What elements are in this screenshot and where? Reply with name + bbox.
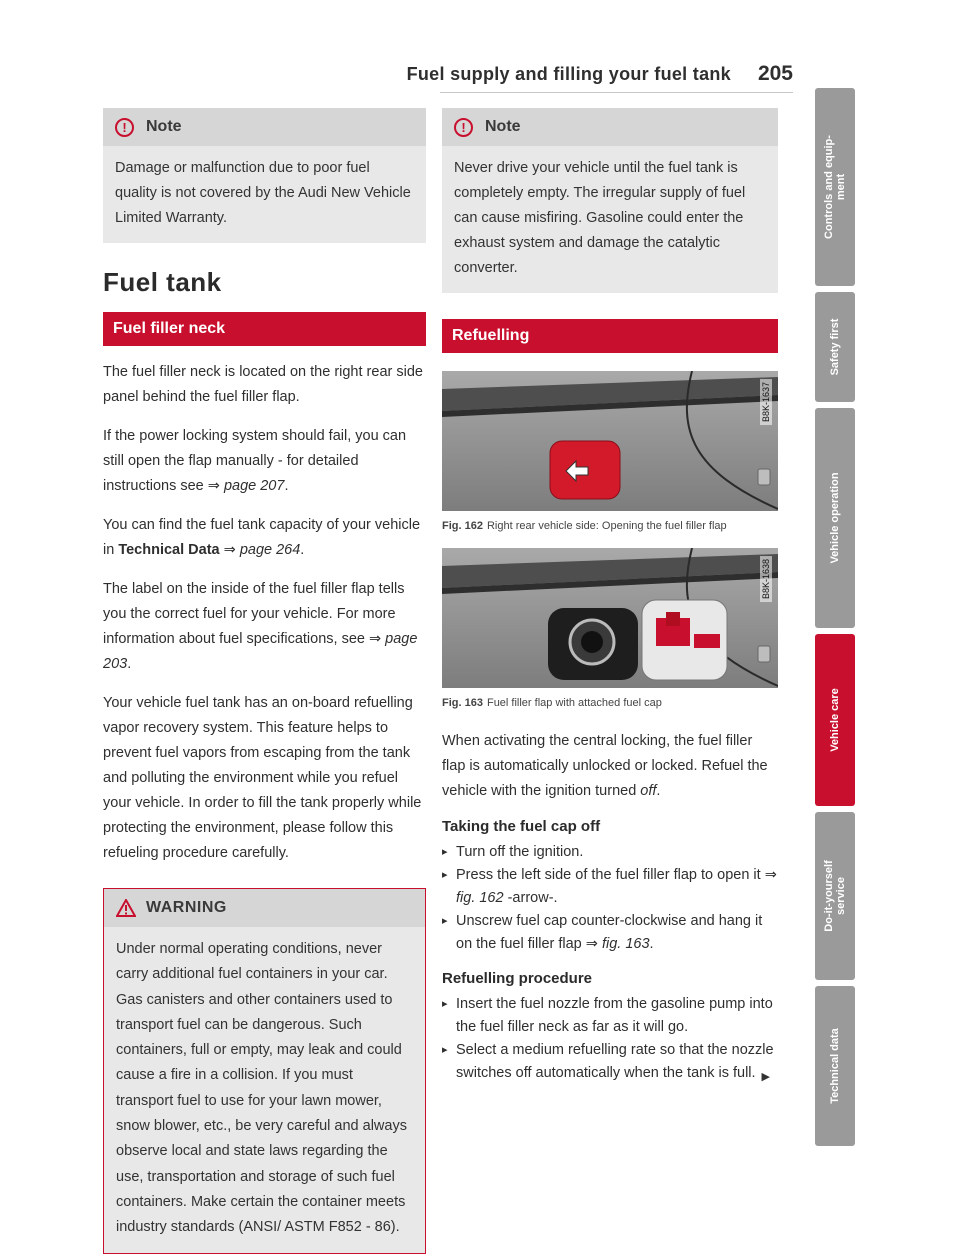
tab-label: Controls and equip- ment	[823, 135, 847, 239]
paragraph-text: When activating the central locking, the fuel filler flap is automatically unlocked or locked. Refuel the vehicle with the ignition turned	[442, 733, 768, 799]
note-header	[103, 108, 426, 146]
paragraph-power-locking	[103, 424, 426, 499]
subsection-bar-refuelling: Refuelling	[442, 319, 778, 353]
warning-header	[104, 889, 425, 927]
step-text-end: -arrow-.	[503, 890, 558, 906]
fuel-flap-open-illustration	[442, 548, 778, 688]
figure-number: Fig. 163	[442, 697, 483, 709]
list-item: ▸ Select a medium refuelling rate so that the nozzle switches off automatically when the tank is full.	[442, 1039, 778, 1085]
step-text-end: .	[649, 936, 654, 952]
note-label: Note	[485, 118, 521, 135]
list-item: ▸ Turn off the ignition.	[442, 841, 778, 864]
tab-vehicle-operation[interactable]	[815, 408, 855, 628]
punctuation: .	[127, 656, 132, 672]
tab-label: Vehicle care	[829, 688, 841, 752]
note-text: Never drive your vehicle until the fuel tank is completely empty. The irregular supply of fuel can cause misfiring. Gasoline could enter the exhaust system and damage the catalytic converter.	[454, 160, 746, 276]
paragraph-fuel-label	[103, 577, 426, 677]
technical-data-term: Technical Data	[118, 542, 220, 558]
warning-box	[103, 888, 426, 1254]
figure-162-image	[442, 371, 778, 511]
figure-163-caption	[442, 696, 778, 711]
tab-label: Technical data	[829, 1028, 841, 1104]
page-header	[406, 58, 793, 93]
tab-technical-data[interactable]	[815, 986, 855, 1146]
cap-off-steps	[442, 841, 778, 956]
paragraph-text: The label on the inside of the fuel filler flap tells you the correct fuel for your vehicle. For more information about fuel specifications, see	[103, 581, 405, 647]
left-column	[103, 108, 426, 1254]
page-ref-link[interactable]: ⇒ page 264	[219, 542, 301, 558]
paragraph-tank-capacity	[103, 513, 426, 563]
right-column	[442, 108, 778, 1085]
page-ref-link[interactable]: ⇒ page 203	[103, 631, 418, 672]
warning-text: Under normal operating conditions, never carry additional fuel containers in your car. Gas canisters and other containers used to transport fuel can be dangerous. Such containers, full or empty, may leak and could cause a fire in a collision. If you must transport fuel to use for your lawn mower, snow blower, etc., be very careful and always observe local and state laws regarding the use, transportation and storage of such fuel containers. Make certain the container meets industry standards (ANSI/ ASTM F852 - 86).	[116, 941, 407, 1236]
figure-163-image	[442, 548, 778, 688]
page-number: 205	[757, 62, 793, 85]
tab-label: Do-it-yourself service	[823, 860, 847, 932]
step-text: Unscrew fuel cap counter-clockwise and hang it on the fuel filler flap	[456, 913, 763, 952]
figure-ref-link[interactable]: ⇒ fig. 162	[456, 867, 777, 906]
subheading-refuelling-procedure: Refuelling procedure	[442, 970, 593, 987]
figure-ref-link[interactable]: ⇒ fig. 163	[585, 936, 650, 952]
figure-number: Fig. 162	[442, 520, 483, 532]
header-title: Fuel supply and filling your fuel tank	[406, 64, 731, 84]
caption-text: Right rear vehicle side: Opening the fuel filler flap	[486, 520, 727, 532]
paragraph-text: If the power locking system should fail, you can still open the flap manually - for detailed instructions see	[103, 428, 407, 494]
subsection-bar-fuel-filler-neck: Fuel filler neck	[103, 312, 426, 346]
figure-code: B8K-1638	[760, 556, 772, 602]
continue-arrow-icon: ▶	[761, 1071, 770, 1083]
tab-label: Vehicle operation	[829, 472, 841, 564]
list-item: ▸ Insert the fuel nozzle from the gasoline pump into the fuel filler neck as far as it will go.	[442, 993, 778, 1039]
step-text: Press the left side of the fuel filler flap to open it	[456, 867, 765, 883]
punctuation: .	[656, 783, 661, 799]
list-item	[442, 910, 778, 956]
emphasis-off: off	[640, 783, 657, 799]
paragraph-text: You can find the fuel tank capacity of your vehicle in	[103, 517, 421, 558]
tab-vehicle-care[interactable]	[815, 634, 855, 806]
note-header	[442, 108, 778, 146]
fuel-flap-closed-illustration	[442, 371, 778, 511]
note-label: Note	[146, 118, 182, 135]
warning-label: WARNING	[146, 899, 227, 916]
tab-controls-and-equipment[interactable]	[815, 88, 855, 286]
paragraph-vapor-recovery: Your vehicle fuel tank has an on-board refuelling vapor recovery system. This feature helps to prevent fuel vapors from escaping from the tank and polluting the environment while you refuel your vehicle. In order to fill the tank properly while protecting the environment, please follow this refueling procedure carefully.	[103, 695, 422, 861]
figure-code: B8K-1637	[760, 379, 772, 425]
subheading-taking-cap-off: Taking the fuel cap off	[442, 818, 601, 835]
tab-label: Safety first	[829, 318, 841, 376]
paragraph-filler-location: The fuel filler neck is located on the right rear side panel behind the fuel filler flap.	[103, 364, 423, 405]
refuelling-steps	[442, 993, 778, 1085]
tab-do-it-yourself-service[interactable]	[815, 812, 855, 980]
punctuation: .	[284, 478, 289, 494]
page-ref-link[interactable]: ⇒ page 207	[207, 478, 285, 494]
note-box-empty-tank	[442, 108, 778, 293]
info-icon: !	[115, 118, 134, 137]
note-text: Damage or malfunction due to poor fuel quality is not covered by the Audi New Vehicle Limited Warranty.	[115, 160, 411, 226]
tab-safety-first[interactable]	[815, 292, 855, 402]
paragraph-central-locking	[442, 729, 778, 804]
caption-text: Fuel filler flap with attached fuel cap	[486, 697, 662, 709]
section-heading-fuel-tank: Fuel tank	[103, 267, 222, 297]
punctuation: .	[300, 542, 305, 558]
figure-162-caption	[442, 519, 778, 534]
note-box-fuel-quality	[103, 108, 426, 243]
info-icon: !	[454, 118, 473, 137]
list-item	[442, 864, 778, 910]
warning-triangle-icon	[116, 899, 136, 917]
